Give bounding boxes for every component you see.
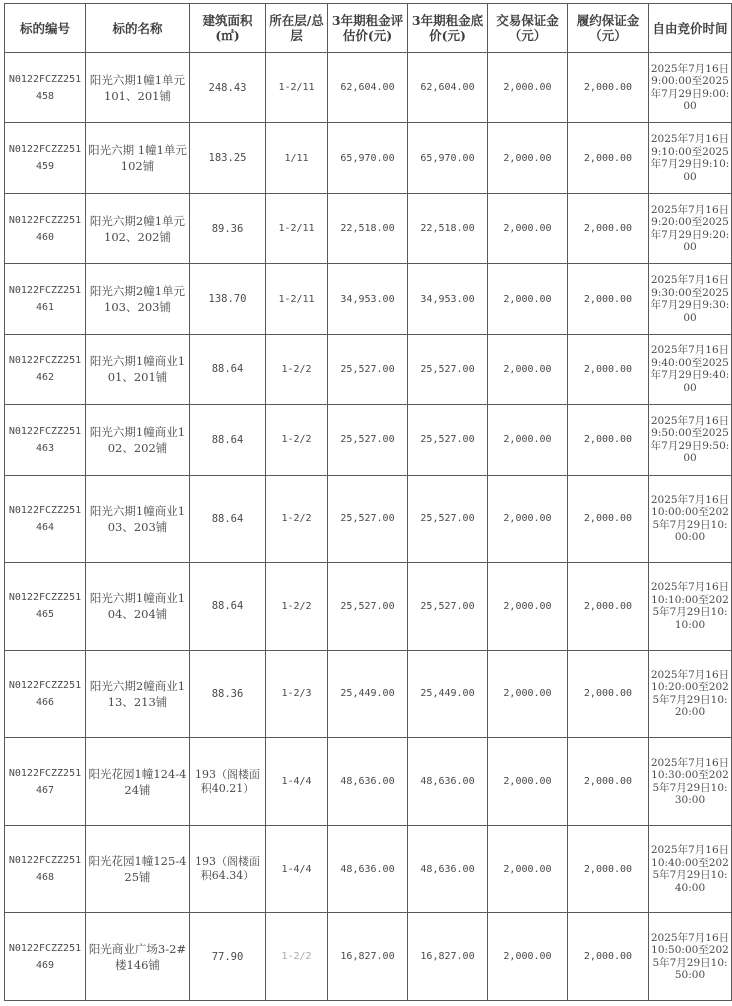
reserve-rent-cell: 48,636.00 [408, 825, 488, 913]
reserve-rent-cell: 34,953.00 [408, 264, 488, 334]
reserve-rent-cell: 22,518.00 [408, 193, 488, 263]
lot-number-cell: N0122FCZZ251461 [5, 264, 86, 334]
transaction-deposit-cell: 2,000.00 [488, 563, 568, 651]
bidding-time-cell: 2025年7月16日10:30:00至2025年7月29日10:30:00 [649, 738, 732, 826]
floor-level-cell: 1-2/2 [266, 334, 328, 404]
lot-name-cell: 阳光六期2幢1单元103、203铺 [86, 264, 190, 334]
lot-name-cell: 阳光六期1幢商业102、202铺 [86, 405, 190, 475]
performance-bond-cell: 2,000.00 [568, 405, 649, 475]
floor-area-cell: 248.43 [190, 53, 266, 123]
transaction-deposit-cell: 2,000.00 [488, 650, 568, 738]
floor-area-cell: 193（阁楼面积40.21） [190, 738, 266, 826]
transaction-deposit-cell: 2,000.00 [488, 53, 568, 123]
transaction-deposit-cell: 2,000.00 [488, 738, 568, 826]
transaction-deposit-cell: 2,000.00 [488, 825, 568, 913]
header-reserve-rent: 3年期租金底价(元) [408, 4, 488, 53]
lot-name-cell: 阳光六期 1幢1单元102铺 [86, 123, 190, 193]
performance-bond-cell: 2,000.00 [568, 825, 649, 913]
lot-name-cell: 阳光六期2幢1单元102、202铺 [86, 193, 190, 263]
assessed-rent-cell: 65,970.00 [328, 123, 408, 193]
bidding-time-cell: 2025年7月16日9:20:00至2025年7月29日9:20:00 [649, 193, 732, 263]
lot-name-cell: 阳光六期1幢1单元101、201铺 [86, 53, 190, 123]
bidding-time-cell: 2025年7月16日9:40:00至2025年7月29日9:40:00 [649, 334, 732, 404]
assessed-rent-cell: 25,527.00 [328, 334, 408, 404]
performance-bond-cell: 2,000.00 [568, 264, 649, 334]
transaction-deposit-cell: 2,000.00 [488, 913, 568, 1001]
performance-bond-cell: 2,000.00 [568, 738, 649, 826]
floor-area-cell: 193（阁楼面积64.34） [190, 825, 266, 913]
reserve-rent-cell: 25,527.00 [408, 405, 488, 475]
lot-number-cell: N0122FCZZ251469 [5, 913, 86, 1001]
bidding-time-cell: 2025年7月16日9:10:00至2025年7月29日9:10:00 [649, 123, 732, 193]
floor-level-cell: 1-2/11 [266, 193, 328, 263]
bidding-time-cell: 2025年7月16日10:20:00至2025年7月29日10:20:00 [649, 650, 732, 738]
floor-level-cell: 1-4/4 [266, 825, 328, 913]
assessed-rent-cell: 48,636.00 [328, 825, 408, 913]
header-performance-bond: 履约保证金（元） [568, 4, 649, 53]
floor-area-cell: 138.70 [190, 264, 266, 334]
bidding-time-cell: 2025年7月16日10:40:00至2025年7月29日10:40:00 [649, 825, 732, 913]
bidding-time-cell: 2025年7月16日10:50:00至2025年7月29日10:50:00 [649, 913, 732, 1001]
bidding-time-cell: 2025年7月16日9:50:00至2025年7月29日9:50:00 [649, 405, 732, 475]
floor-level-cell: 1-2/3 [266, 650, 328, 738]
reserve-rent-cell: 25,527.00 [408, 334, 488, 404]
floor-level-cell: 1/11 [266, 123, 328, 193]
lot-name-cell: 阳光六期2幢商业113、213铺 [86, 650, 190, 738]
table-row [5, 123, 732, 193]
assessed-rent-cell: 16,827.00 [328, 913, 408, 1001]
lot-number-cell: N0122FCZZ251467 [5, 738, 86, 826]
lot-name-cell: 阳光花园1幢124-424铺 [86, 738, 190, 826]
auction-listing-table [4, 3, 732, 1001]
floor-level-cell: 1-2/2 [266, 475, 328, 563]
performance-bond-cell: 2,000.00 [568, 563, 649, 651]
floor-level-cell: 1-2/2 [266, 913, 328, 1001]
header-floor-level: 所在层/总层 [266, 4, 328, 53]
floor-area-cell: 88.64 [190, 334, 266, 404]
assessed-rent-cell: 62,604.00 [328, 53, 408, 123]
lot-number-cell: N0122FCZZ251458 [5, 53, 86, 123]
header-lot-number: 标的编号 [5, 4, 86, 53]
floor-area-cell: 89.36 [190, 193, 266, 263]
performance-bond-cell: 2,000.00 [568, 650, 649, 738]
lot-number-cell: N0122FCZZ251465 [5, 563, 86, 651]
header-lot-name: 标的名称 [86, 4, 190, 53]
bidding-time-cell: 2025年7月16日10:00:00至2025年7月29日10:00:00 [649, 475, 732, 563]
floor-level-cell: 1-2/2 [266, 563, 328, 651]
lot-number-cell: N0122FCZZ251463 [5, 405, 86, 475]
lot-name-cell: 阳光六期1幢商业101、201铺 [86, 334, 190, 404]
performance-bond-cell: 2,000.00 [568, 913, 649, 1001]
floor-area-cell: 88.64 [190, 405, 266, 475]
assessed-rent-cell: 22,518.00 [328, 193, 408, 263]
transaction-deposit-cell: 2,000.00 [488, 264, 568, 334]
reserve-rent-cell: 65,970.00 [408, 123, 488, 193]
floor-area-cell: 88.64 [190, 475, 266, 563]
reserve-rent-cell: 16,827.00 [408, 913, 488, 1001]
reserve-rent-cell: 25,527.00 [408, 563, 488, 651]
table-row [5, 738, 732, 826]
bidding-time-cell: 2025年7月16日9:30:00至2025年7月29日9:30:00 [649, 264, 732, 334]
header-row [5, 4, 732, 53]
performance-bond-cell: 2,000.00 [568, 475, 649, 563]
assessed-rent-cell: 25,449.00 [328, 650, 408, 738]
floor-area-cell: 183.25 [190, 123, 266, 193]
reserve-rent-cell: 62,604.00 [408, 53, 488, 123]
lot-name-cell: 阳光花园1幢125-425铺 [86, 825, 190, 913]
assessed-rent-cell: 25,527.00 [328, 475, 408, 563]
performance-bond-cell: 2,000.00 [568, 53, 649, 123]
table-row [5, 563, 732, 651]
lot-name-cell: 阳光六期1幢商业103、203铺 [86, 475, 190, 563]
lot-number-cell: N0122FCZZ251464 [5, 475, 86, 563]
lot-number-cell: N0122FCZZ251468 [5, 825, 86, 913]
reserve-rent-cell: 25,449.00 [408, 650, 488, 738]
performance-bond-cell: 2,000.00 [568, 334, 649, 404]
performance-bond-cell: 2,000.00 [568, 123, 649, 193]
performance-bond-cell: 2,000.00 [568, 193, 649, 263]
assessed-rent-cell: 48,636.00 [328, 738, 408, 826]
table-row [5, 53, 732, 123]
lot-name-cell: 阳光商业广场3-2#楼146铺 [86, 913, 190, 1001]
table-row [5, 650, 732, 738]
lot-number-cell: N0122FCZZ251459 [5, 123, 86, 193]
table-row [5, 913, 732, 1001]
reserve-rent-cell: 25,527.00 [408, 475, 488, 563]
table-row [5, 475, 732, 563]
assessed-rent-cell: 25,527.00 [328, 563, 408, 651]
floor-level-cell: 1-2/11 [266, 53, 328, 123]
transaction-deposit-cell: 2,000.00 [488, 193, 568, 263]
header-assessed-rent: 3年期租金评估价(元) [328, 4, 408, 53]
floor-area-cell: 88.36 [190, 650, 266, 738]
header-floor-area: 建筑面积(㎡) [190, 4, 266, 53]
transaction-deposit-cell: 2,000.00 [488, 405, 568, 475]
header-bidding-time: 自由竞价时间 [649, 4, 732, 53]
reserve-rent-cell: 48,636.00 [408, 738, 488, 826]
bidding-time-cell: 2025年7月16日10:10:00至2025年7月29日10:10:00 [649, 563, 732, 651]
floor-area-cell: 88.64 [190, 563, 266, 651]
floor-area-cell: 77.90 [190, 913, 266, 1001]
lot-number-cell: N0122FCZZ251466 [5, 650, 86, 738]
floor-level-cell: 1-4/4 [266, 738, 328, 826]
header-transaction-deposit: 交易保证金（元） [488, 4, 568, 53]
transaction-deposit-cell: 2,000.00 [488, 475, 568, 563]
bidding-time-cell: 2025年7月16日9:00:00至2025年7月29日9:00:00 [649, 53, 732, 123]
table-row [5, 405, 732, 475]
lot-number-cell: N0122FCZZ251460 [5, 193, 86, 263]
transaction-deposit-cell: 2,000.00 [488, 334, 568, 404]
transaction-deposit-cell: 2,000.00 [488, 123, 568, 193]
assessed-rent-cell: 34,953.00 [328, 264, 408, 334]
lot-name-cell: 阳光六期1幢商业104、204铺 [86, 563, 190, 651]
floor-level-cell: 1-2/2 [266, 405, 328, 475]
table-row [5, 193, 732, 263]
table-row [5, 825, 732, 913]
assessed-rent-cell: 25,527.00 [328, 405, 408, 475]
table-row [5, 334, 732, 404]
floor-level-cell: 1-2/11 [266, 264, 328, 334]
table-row [5, 264, 732, 334]
lot-number-cell: N0122FCZZ251462 [5, 334, 86, 404]
